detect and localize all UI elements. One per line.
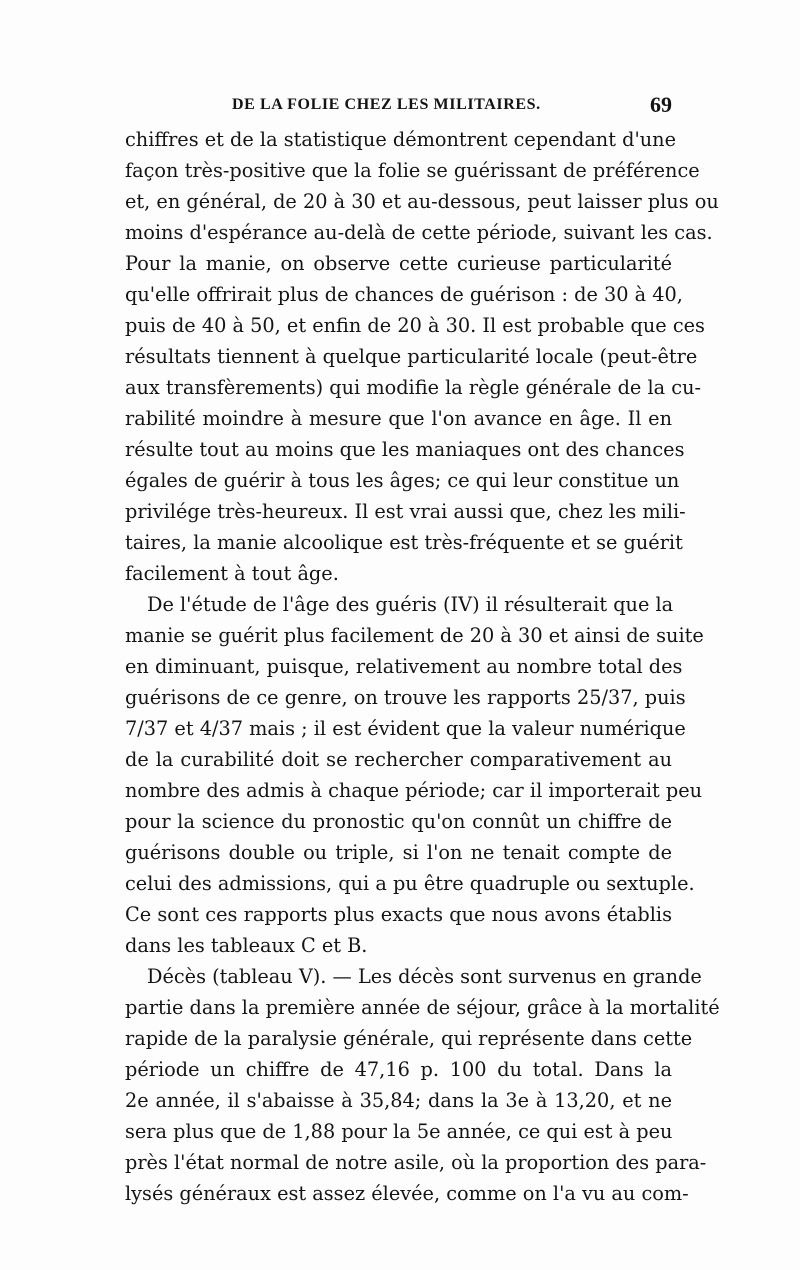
text-line: sera plus que de 1,88 pour la 5e année, ce qui est à peu — [125, 1120, 673, 1143]
text-line: qu'elle offrirait plus de chances de guérison : de 30 à 40, — [125, 283, 683, 306]
text-line: manie se guérit plus facilement de 20 à 30 et ainsi de suite — [125, 624, 704, 647]
text-line: aux transfèrements) qui modifie la règle générale de la cu- — [125, 376, 701, 399]
text-line: puis de 40 à 50, et enfin de 20 à 30. Il est probable que ces — [125, 314, 705, 337]
text-line: taires, la manie alcoolique est très-fréquente et se guérit — [125, 531, 683, 554]
text-line: guérisons double ou triple, si l'on ne tenait compte de — [125, 841, 672, 864]
text-line: privilége très-heureux. Il est vrai aussi que, chez les mili- — [125, 500, 686, 523]
paragraph-start-line: Décès (tableau V). — Les décès sont survenus en grande — [147, 965, 702, 988]
text-line: celui des admissions, qui a pu être quadruple ou sextuple. — [125, 872, 695, 895]
text-line: de la curabilité doit se rechercher comparativement au — [125, 748, 672, 771]
text-line: moins d'espérance au-delà de cette période, suivant les cas. — [125, 221, 713, 244]
text-line: lysés généraux est assez élevée, comme on l'a vu au com- — [125, 1182, 689, 1205]
page-number: 69 — [650, 92, 672, 117]
text-line: rapide de la paralysie générale, qui représente dans cette — [125, 1027, 693, 1050]
text-line: égales de guérir à tous les âges; ce qui leur constitue un — [125, 469, 680, 492]
text-line: guérisons de ce genre, on trouve les rapports 25/37, puis — [125, 686, 686, 709]
paragraph-start-line: De l'étude de l'âge des guéris (IV) il résulterait que la — [147, 593, 674, 616]
text-line: près l'état normal de notre asile, où la proportion des para- — [125, 1151, 707, 1174]
text-line: en diminuant, puisque, relativement au nombre total des — [125, 655, 683, 678]
paragraph-end-line: facilement à tout âge. — [125, 562, 339, 585]
running-title: DE LA FOLIE CHEZ LES MILITAIRES. — [232, 96, 541, 113]
paragraph-end-line: dans les tableaux C et B. — [125, 934, 368, 957]
text-line: pour la science du pronostic qu'on connût un chiffre de — [125, 810, 672, 833]
text-line: et, en général, de 20 à 30 et au-dessous, peut laisser plus ou — [125, 190, 719, 213]
text-line: 7/37 et 4/37 mais ; il est évident que la valeur numérique — [125, 717, 686, 740]
text-line: nombre des admis à chaque période; car il importerait peu — [125, 779, 703, 802]
text-line: période un chiffre de 47,16 p. 100 du total. Dans la — [125, 1058, 672, 1081]
text-line: Ce sont ces rapports plus exacts que nous avons établis — [125, 903, 672, 926]
running-head — [232, 92, 672, 118]
text-line: résultats tiennent à quelque particularité locale (peut-être — [125, 345, 698, 368]
text-line: rabilité moindre à mesure que l'on avance en âge. Il en — [125, 407, 672, 430]
text-line: façon très-positive que la folie se guérissant de préférence — [125, 159, 700, 182]
text-line: Pour la manie, on observe cette curieuse particularité — [125, 252, 672, 275]
text-line: chiffres et de la statistique démontrent cependant d'une — [125, 128, 676, 151]
text-line: résulte tout au moins que les maniaques ont des chances — [125, 438, 685, 461]
body-text — [125, 124, 720, 1209]
text-line: 2e année, il s'abaisse à 35,84; dans la 3e à 13,20, et ne — [125, 1089, 672, 1112]
text-line: partie dans la première année de séjour, grâce à la mortalité — [125, 996, 720, 1019]
